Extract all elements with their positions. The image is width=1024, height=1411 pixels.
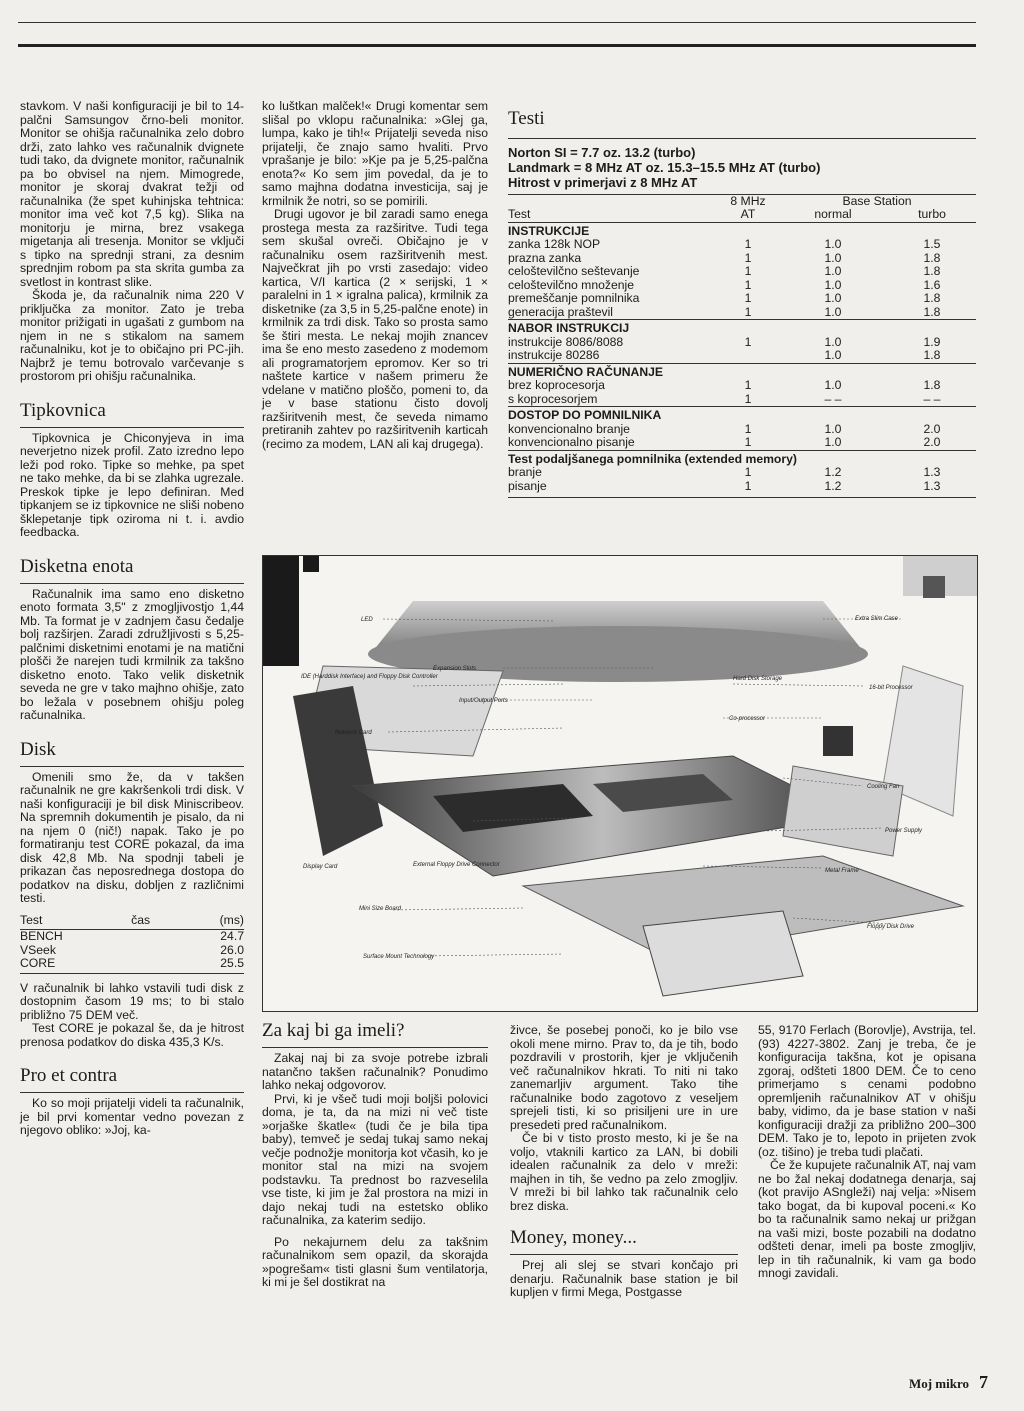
table-cell: – – (923, 391, 941, 406)
table-cell: brez koprocesorja (508, 378, 605, 392)
table-row (508, 336, 976, 350)
table-cell: 2.0 (923, 421, 941, 436)
label-coprocessor: Co-processor (729, 716, 766, 722)
table-cell: 1.5 (923, 237, 941, 251)
table-row (508, 292, 976, 306)
table-group-header (508, 450, 976, 466)
table-cell: 1 (744, 478, 752, 493)
table-cell: 1.0 (824, 304, 842, 319)
label-io-ports: Input/Output Ports (459, 698, 508, 704)
col-header: turbo (888, 208, 976, 222)
heading-tipkovnica: Tipkovnica (20, 400, 244, 428)
group-label: DOSTOP DO POMNILNIKA (508, 407, 976, 423)
label-cooling-fan: Cooling Fan (867, 784, 900, 790)
top-rule (18, 22, 976, 23)
table-row (508, 238, 976, 252)
table-cell: 1.0 (824, 378, 842, 392)
top-rule-thick (18, 44, 976, 47)
label-network-card: Network Card (335, 730, 372, 736)
table-cell: premeščanje pomnilnika (508, 291, 640, 305)
label-surface-mount-technology: Surface Mount Technology (363, 954, 435, 960)
group-label: INSTRUKCIJE (508, 222, 976, 238)
table-cell: 1.8 (923, 264, 941, 278)
table-row (508, 379, 976, 393)
corner-block (303, 556, 319, 572)
table-cell: 1.8 (923, 378, 941, 392)
label-display-card: Display Card (303, 864, 338, 870)
table-cell: 1 (744, 237, 752, 251)
table-cell: 1.0 (824, 348, 842, 362)
table-row (508, 349, 976, 363)
paragraph: Če že kupujete računalnik AT, naj vam ne bo žal nekaj dodatnega denarja, saj (kot pravijo ASngleži) naj velja: »Nisem tako bogat, da bi kupoval poceni.« Ko bo ta računalnik samo nekaj ur prižgan na vaši mizi, boste pozabili na dodatno odšteti denar, imeli pa boste zmogljiv, lep in tih računalnik, ki vam ga bodo mnogi zavidali. (758, 1158, 976, 1280)
table-row (508, 279, 976, 293)
table-cell: 1.8 (923, 291, 941, 305)
table-cell: 1.0 (824, 237, 842, 251)
paragraph: Zakaj naj bi za svoje potrebe izbrali natančno takšen računalnik? Ponudimo lahko nekaj odgovorov. (262, 1051, 488, 1092)
table-cell: 1.9 (923, 334, 941, 349)
heading-testi: Testi (508, 108, 976, 139)
table-cell: 1 (744, 250, 752, 265)
table-cell: 1 (744, 378, 752, 392)
table-cell: 1.0 (824, 264, 842, 278)
table-cell: celoštevilčno množenje (508, 277, 635, 292)
table-cell: VSeek (20, 942, 56, 957)
table-cell: 1.0 (824, 291, 842, 305)
paragraph: 55, 9170 Ferlach (Borovlje), Avstrija, tel. (93) 4227-3802. Zanj je treba, če je konfiguracija takšna, kot je opisana zgoraj, odšteti 1800 DEM. Če to ceno primerjamo s cenami podobno opremljenih računalnikov AT v ohišju baby, vidimo, da je base station v naši konfiguraciji dražji za približno 200–300 DEM. Tako je to, lepoto in prijeten zvok (oz. tišino) je treba tudi plačati. (758, 1023, 976, 1159)
table-cell (718, 349, 778, 363)
heading-za-kaj-bi-ga-imeli: Za kaj bi ga imeli? (262, 1020, 488, 1048)
paragraph: Računalnik ima samo eno disketno enoto formata 3,5" z zmogljivostjo 1,44 Mb. Ta format je v zadnjem času čedalje bolj razširjen. Zaradi združljivosti s 5,25-palčnimi disketnimi enotami je na matični plošči že narejen tudi krmilnik za takšno disketno enoto. Tako velik disketnik seveda ne gre v tako majhno ohišje, zato bo ležala v posebnem ohišju poleg računalnika. (20, 586, 244, 722)
table-cell: 1.2 (824, 465, 842, 479)
label-metal-frame: Metal Frame (825, 868, 859, 874)
column-2 (262, 100, 488, 451)
table-row (508, 393, 976, 407)
table-row (20, 944, 244, 958)
heading-disk: Disk (20, 739, 244, 767)
norton-line: Norton SI = 7.7 oz. 13.2 (turbo) (508, 144, 696, 160)
motherboard (353, 756, 853, 876)
tests-box (508, 108, 976, 498)
exploded-view-drawing (263, 556, 977, 1011)
paragraph: živce, še posebej ponoči, ko je bilo vse okoli mene mirno. Prav to, da je tih, bodo pozdravili v prostorih, kjer je vključenih več računalnikov hkrati. To niti ni tako zanemarljiv argument. Tako tihe računalnike bodo zagotovo z veseljem sprejeli tisti, ki so prisiljeni ure in ure presedeti pred računalnikom. (510, 1023, 738, 1132)
table-cell: celoštevilčno seštevanje (508, 264, 640, 278)
heading-money-money: Money, money... (510, 1227, 738, 1255)
column-bottom-3 (510, 1024, 738, 1300)
table-cell: 1 (744, 435, 752, 449)
table-cell: – – (824, 391, 842, 406)
page-footer (909, 1372, 988, 1393)
paragraph: Ko so moji prijatelji videli ta računalnik, je bil prvi komentar vedno povezan z njegovo obliko: »Joj, ka- (20, 1096, 244, 1137)
group-label: Test podaljšanega pomnilnika (extended memory) (508, 450, 976, 466)
label-floppy-disk-drive: Floppy Disk Drive (867, 924, 915, 930)
corner-block (923, 576, 945, 598)
table-cell: 1 (744, 291, 752, 305)
label-16bit-processor: 16-bit Processor (869, 685, 913, 691)
paragraph: Po nekajurnem delu za takšnim računalnikom sem opazil, da skorajda »pogrešam« tisti glasni šum ventilatorja, ki mi je šel dostikrat na (262, 1234, 488, 1289)
table-cell: 1.0 (824, 421, 842, 436)
table-group-header (508, 222, 976, 238)
table-cell: 1.2 (824, 478, 842, 493)
table-cell: konvencionalno branje (508, 421, 630, 436)
table-cell: konvencionalno pisanje (508, 435, 635, 449)
paragraph: Omenili smo že, da v takšen računalnik ne gre kakršenkoli trdi disk. V naši konfiguraciji je bil disk Miniscribeov. Na spremnih dokumentih je pisalo, da ni na njem 0 (nič!) napak. Tako je po formatiranju test CORE pokazal, da ima disk 42,8 Mb. Na spodnji tabeli je prikazan čas neposrednega dostopa do podatkov na disku, dobljen z različnimi testi. (20, 769, 244, 905)
table-cell: instrukcije 8086/8088 (508, 334, 624, 349)
table-cell: branje (508, 465, 542, 479)
table-row (508, 480, 976, 494)
table-cell: 1 (744, 465, 752, 479)
table-cell: 1 (744, 277, 752, 292)
base-station-exploded-illustration (262, 555, 978, 1012)
floppy-drive (643, 911, 803, 996)
heading-pro-et-contra: Pro et contra (20, 1065, 244, 1093)
table-cell: 1.0 (824, 277, 842, 292)
paragraph: Test CORE je pokazal še, da je hitrost prenosa podatkov do diska 435,3 K/s. (20, 1021, 244, 1049)
table-group-header (508, 320, 976, 336)
cooling-fan (823, 726, 853, 756)
paragraph: Drugi ugovor je bil zaradi samo enega prostega mesta za razširitve. Tudi tega sem skušal ovreči. Običajno je v računalniku osem razširitvenih mest. Največkrat jih po vrsti zasedajo: video kartica, V/I kartica (2 × serijski, 1 × paralelni in 1 × igralna palica), krmilnik za disketnike (za 3,5 in 5,25-palčne enote) in krmilnik za trdi disk. Tako so prosta samo še štiri mesta. Le nekaj mojih znancev ima še eno mesto zasedeno z modemom ali programatorjem epromov. Ker so tri naštete kartice v našem primeru že vdelane v matično ploščo, pomeni to, da je v base stationu čisto dovolj razširitvenih mest, če seveda nimamo pretiranih zahtev po razširitvenih karticah (recimo za modem, LAN ali kaj drugega). (262, 207, 488, 451)
paragraph: Škoda je, da računalnik nima 220 V priključka za monitor. Zato je treba monitor prižigati in ugašati z gumbom na njem in ne s stikalom na samem računalniku, kot je to običajno pri PC-jih. Najbrž je temu botrovalo varčevanje s prostorom pri ohišju računalnika. (20, 288, 244, 383)
table-row (508, 252, 976, 266)
label-power-supply: Power Supply (885, 828, 923, 834)
label-led: LED (361, 617, 373, 623)
landmark-line: Landmark = 8 MHz AT oz. 15.3–15.5 MHz AT (turbo) (508, 159, 821, 175)
table-cell: 1.0 (824, 334, 842, 349)
table-cell: 1.3 (923, 478, 941, 493)
table-row (20, 957, 244, 973)
table-header: Test (20, 914, 131, 930)
col-header: normal (778, 208, 888, 222)
col-header: 8 MHz (730, 193, 766, 208)
comparison-line: Hitrost v primerjavi z 8 MHz AT (508, 175, 976, 195)
column-bottom-4 (758, 1024, 976, 1281)
corner-block (263, 556, 299, 666)
table-cell: 1 (744, 264, 752, 278)
table-row (508, 436, 976, 450)
table-group-header (508, 407, 976, 423)
column-bottom-2 (262, 1020, 488, 1290)
table-cell: 1 (744, 334, 752, 349)
table-cell: 25.5 (181, 957, 244, 973)
table-header: (ms) (181, 914, 244, 930)
paragraph: ko luštkan malček!« Drugi komentar sem slišal po vklopu računalnika: »Glej ga, lumpa, kako je tih!« Prijatelji seveda niso prijatelji, če znajo samo hvaliti. Prvo vprašanje je bilo: »Kje pa je 5,25-palčna enota?« Ko sem jim povedal, da je to samo majhna dodatna investicija, saj je krmilnik že notri, so se pomirili. (262, 99, 488, 208)
paragraph: Če bi v tisto prosto mesto, ki je še na voljo, vtaknili kartico za LAN, bi dobili idealen računalnik za delo v mreži: majhen in tih, še vedno pa zelo zmogljiv. V mreži bi bil lahko tak računalnik celo brez diska. (510, 1131, 738, 1213)
disk-access-table (20, 914, 244, 974)
table-cell: 1.0 (824, 250, 842, 265)
table-cell: zanka 128k NOP (508, 237, 601, 251)
paragraph: stavkom. V naši konfiguraciji je bil to 14-palčni Samsungov črno-beli monitor. Monitor se ohišja računalnika zelo dobro drži, zato lahko ves računalnik dvignete tudi tako, da dvignete monitor, računalnik pa bo obvisel na njem. Mimogrede, monitor je skoraj dvakrat težji od računalnika (že spet kuhinjska tehtnica: monitor ima več kot 7,5 kg). Slika na monitorju je mirna, brez vsakega migetanja ali tresenja. Monitor se vključi s tipko na sprednji strani, za desnim sprednjim robom pa sta skrita gumba za svetlost in kontrast slike. (20, 99, 244, 289)
table-cell: 1.8 (923, 348, 941, 362)
benchmark-table (508, 195, 976, 494)
paragraph: Tipkovnica je Chiconyjeva in ima neverjetno nizek profil. Zato izredno lepo leži pod roko. Tipke so mehke, pa spet ne tako mehke, da bi se zlahka ugrezale. Preskok tipke je lepo definiran. Med tipkanjem se iz tipkovnice ne sliši nobeno šklepetanje tipk oziroma ni t. i. avdio feedbacka. (20, 430, 244, 539)
label-external-floppy-connector: External Floppy Drive Connector (413, 862, 500, 868)
table-cell: s koprocesorjem (508, 391, 598, 406)
table-cell: 1.8 (923, 250, 941, 265)
table-row (20, 930, 244, 944)
col-header: Base Station (842, 193, 912, 208)
table-group-header (508, 363, 976, 379)
label-mini-size-board: Mini Size Board (359, 906, 402, 912)
paragraph: Prej ali slej se stvari končajo pri denarju. Računalnik base station je bil kupljen v firmi Mega, Postgasse (510, 1258, 738, 1299)
table-cell: 1 (744, 421, 752, 436)
group-label: NUMERIČNO RAČUNANJE (508, 363, 976, 379)
page-number: 7 (979, 1372, 988, 1392)
table-cell: 1.8 (923, 304, 941, 319)
magazine-name: Moj mikro (908, 1376, 969, 1391)
table-cell: BENCH (20, 929, 63, 943)
col-header: Test (508, 208, 718, 222)
table-row (508, 306, 976, 320)
table-header: čas (131, 914, 180, 930)
table-cell: 1.3 (923, 465, 941, 479)
table-cell: generacija praštevil (508, 304, 614, 319)
table-cell: 24.7 (220, 929, 244, 943)
table-row (508, 466, 976, 480)
table-cell: 1.0 (824, 435, 842, 449)
table-row (508, 265, 976, 279)
column-1 (20, 100, 244, 1138)
label-hard-disk-storage: Hard Disk Storage (733, 676, 783, 682)
table-cell: 1 (744, 304, 752, 319)
table-cell: pisanje (508, 478, 547, 493)
table-cell: 26.0 (220, 942, 244, 957)
table-cell: CORE (20, 957, 131, 973)
label-ide-controller: IDE (Harddisk Interface) and Floppy Disk Controller (301, 674, 438, 680)
col-header: AT (718, 208, 778, 222)
heading-disketna-enota: Disketna enota (20, 556, 244, 584)
table-cell: 1 (744, 391, 752, 406)
label-extra-slim-case: Extra Slim Case (855, 616, 899, 622)
group-label: NABOR INSTRUKCIJ (508, 320, 976, 336)
paragraph: Prvi, ki je všeč tudi moji boljši polovici doma, je ta, da na mizi ni več tiste »orjaške škatle« (tudi če je bila tipa baby), temveč je sedaj tukaj samo nekaj večje podnožje monitorja kot včasih, ko je monitor stal na mizi na svojem podstavku. Ta prednost bo razveselila vse tiste, ki jim je žal prostora na mizi in dajo nekaj tudi na estetsko obliko računalnika, za katerim sedijo. (262, 1091, 488, 1227)
table-cell: 2.0 (923, 435, 941, 449)
paragraph: V računalnik bi lahko vstavili tudi disk z dostopnim časom 19 ms; to bi stalo približno 75 DEM več. (20, 980, 244, 1022)
table-cell: prazna zanka (508, 250, 582, 265)
label-expansion-slots: Expansion Slots (433, 666, 477, 672)
table-cell: instrukcije 80286 (508, 348, 600, 362)
table-row (508, 423, 976, 437)
table-cell: 1.6 (923, 277, 941, 292)
